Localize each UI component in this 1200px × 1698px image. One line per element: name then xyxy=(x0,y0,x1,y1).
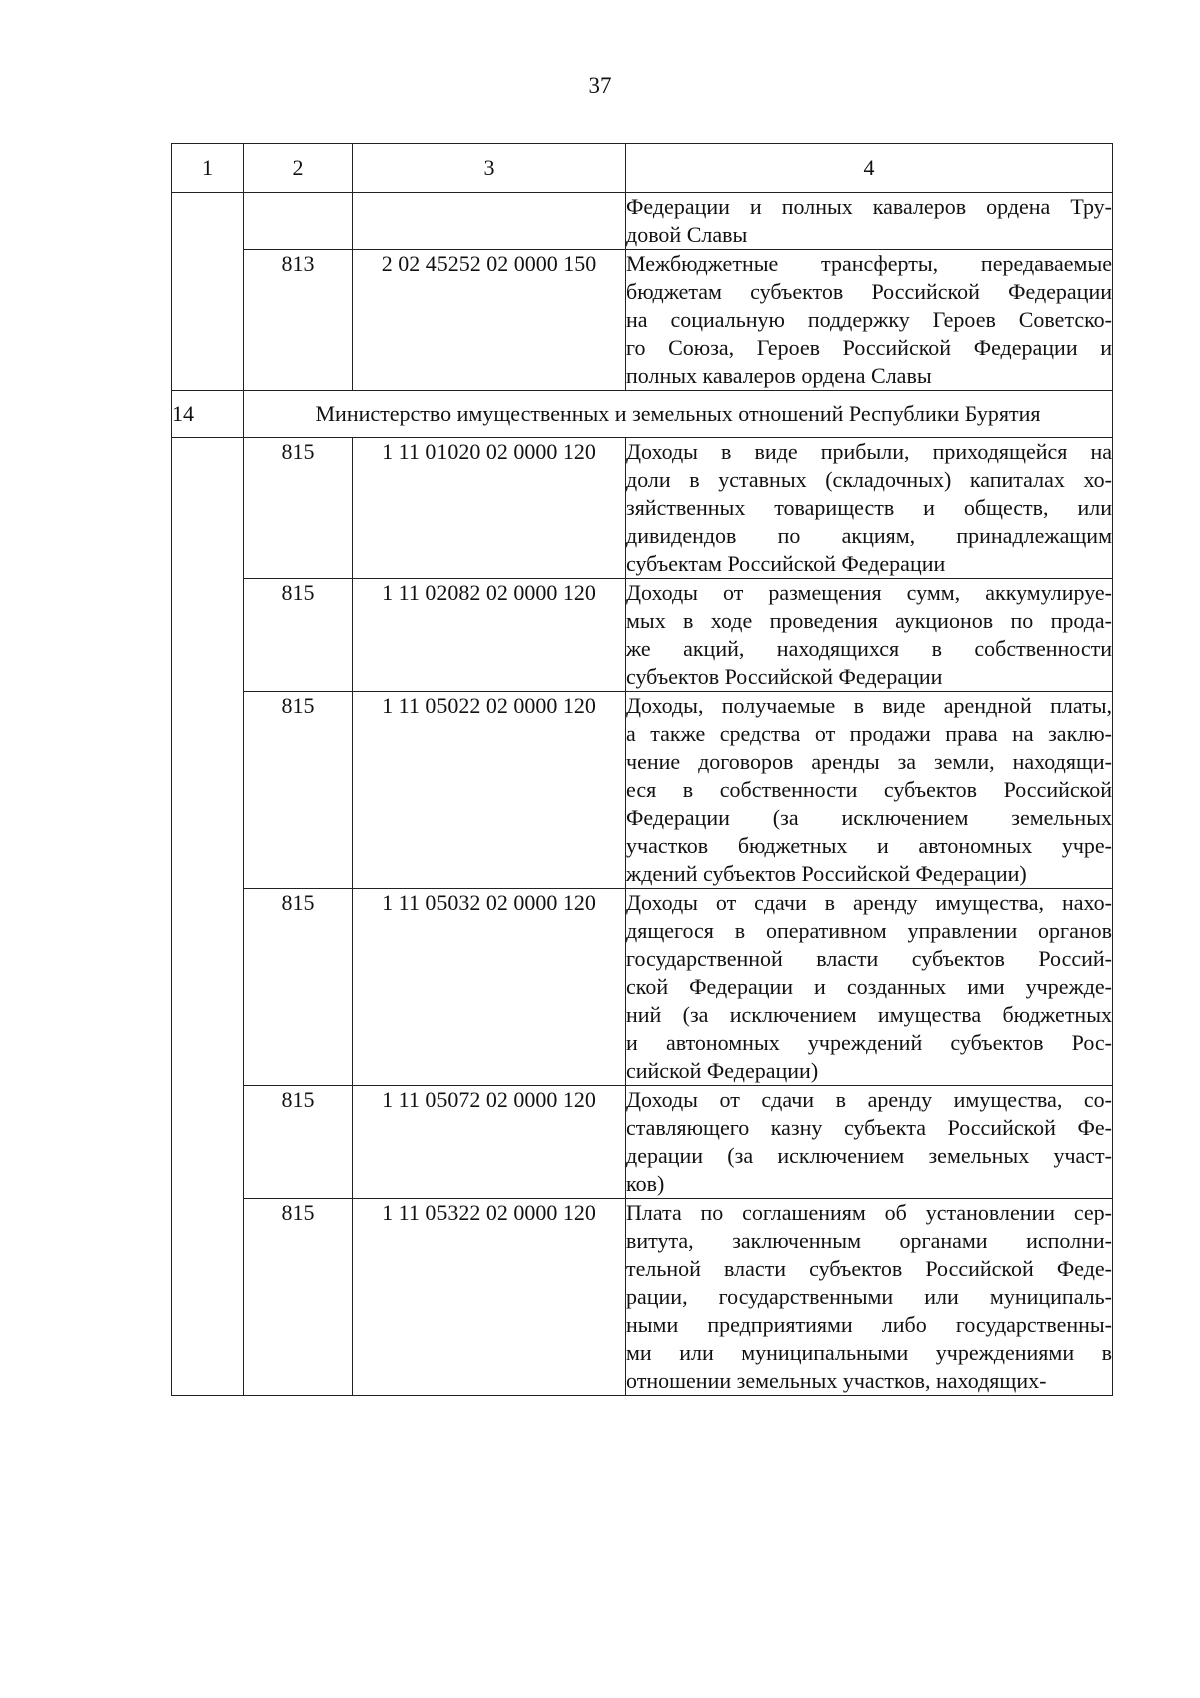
description-line: субъектов Российской Федерации xyxy=(626,664,943,689)
table-header-row xyxy=(172,144,1113,193)
description-line: чение договоров аренды за земли, находящи- xyxy=(626,749,1112,774)
table-row xyxy=(172,692,1113,889)
description-line: Федерации (за исключением земельных xyxy=(626,805,1112,830)
admin-code-cell xyxy=(244,193,353,250)
description-line: а также средства от продажи права на заклю- xyxy=(626,721,1112,746)
description-line: рации, государственными или муниципаль- xyxy=(626,1284,1112,1309)
section-title: Министерство имущественных и земельных отношений Республики Бурятия xyxy=(244,391,1113,438)
description-line: зяйственных товариществ и обществ, или xyxy=(626,495,1112,520)
description-line: Доходы от размещения сумм, аккумулируе- xyxy=(626,580,1112,605)
revenue-codes-table xyxy=(171,143,1113,1396)
table-body xyxy=(172,144,1113,1396)
admin-code-cell: 815 xyxy=(244,1086,353,1199)
description-line: дивидендов по акциям, принадлежащим xyxy=(626,523,1112,548)
description-line: государственной власти субъектов Россий- xyxy=(626,946,1112,971)
empty-cell xyxy=(172,438,244,1396)
description-line: Доходы, получаемые в виде арендной платы, xyxy=(626,693,1112,718)
admin-code-cell: 815 xyxy=(244,889,353,1086)
description-cell xyxy=(626,1086,1113,1199)
description-cell xyxy=(626,1199,1113,1396)
header-cell-2: 2 xyxy=(244,144,353,193)
description-line: Доходы от сдачи в аренду имущества, нахо- xyxy=(626,890,1112,915)
description-line: Федерации и полных кавалеров ордена Тру- xyxy=(626,194,1112,219)
budget-code-cell: 1 11 01020 02 0000 120 xyxy=(353,438,626,579)
description-line: довой Славы xyxy=(626,222,748,247)
section-row xyxy=(172,391,1113,438)
table-row xyxy=(172,889,1113,1086)
description-line: и автономных учреждений субъектов Рос- xyxy=(626,1030,1112,1055)
header-cell-1: 1 xyxy=(172,144,244,193)
description-line: ми или муниципальными учреждениями в xyxy=(626,1340,1112,1365)
description-line: ний (за исключением имущества бюджетных xyxy=(626,1002,1112,1027)
description-cell xyxy=(626,692,1113,889)
table-row xyxy=(172,193,1113,250)
description-line: полных кавалеров ордена Славы xyxy=(626,363,932,388)
description-line: ков) xyxy=(626,1171,665,1196)
admin-code-cell: 815 xyxy=(244,692,353,889)
section-number: 14 xyxy=(172,391,244,438)
description-line: бюджетам субъектов Российской Федерации xyxy=(626,279,1112,304)
description-line: Плата по соглашениям об установлении сер- xyxy=(626,1200,1112,1225)
budget-code-cell: 1 11 02082 02 0000 120 xyxy=(353,579,626,692)
description-line: ными предприятиями либо государственны- xyxy=(626,1312,1112,1337)
table-row xyxy=(172,1199,1113,1396)
description-line: дерации (за исключением земельных участ- xyxy=(626,1143,1112,1168)
table-row xyxy=(172,579,1113,692)
description-cell xyxy=(626,579,1113,692)
description-line: ской Федерации и созданных ими учрежде- xyxy=(626,974,1112,999)
description-line: ждений субъектов Российской Федерации) xyxy=(626,861,1027,886)
description-line: тельной власти субъектов Российской Феде- xyxy=(626,1256,1112,1281)
description-cell xyxy=(626,889,1113,1086)
budget-code-cell: 1 11 05032 02 0000 120 xyxy=(353,889,626,1086)
description-line: субъектам Российской Федерации xyxy=(626,551,946,576)
description-cell xyxy=(626,193,1113,250)
description-line: сийской Федерации) xyxy=(626,1058,819,1083)
description-line: ставляющего казну субъекта Российской Фе- xyxy=(626,1115,1112,1140)
description-line: дящегося в оперативном управлении органов xyxy=(626,918,1112,943)
description-line: витута, заключенным органами исполни- xyxy=(626,1228,1112,1253)
admin-code-cell: 815 xyxy=(244,438,353,579)
admin-code-cell: 815 xyxy=(244,1199,353,1396)
admin-code-cell: 815 xyxy=(244,579,353,692)
page-number: 37 xyxy=(588,73,612,98)
table-row xyxy=(172,250,1113,391)
admin-code-cell: 813 xyxy=(244,250,353,391)
description-line: еся в собственности субъектов Российской xyxy=(626,777,1112,802)
budget-code-cell: 1 11 05322 02 0000 120 xyxy=(353,1199,626,1396)
description-cell xyxy=(626,250,1113,391)
description-line: Доходы от сдачи в аренду имущества, со- xyxy=(626,1087,1112,1112)
description-line: участков бюджетных и автономных учре- xyxy=(626,833,1112,858)
description-line: Доходы в виде прибыли, приходящейся на xyxy=(626,439,1112,464)
description-line: отношении земельных участков, находящих- xyxy=(626,1368,1047,1393)
budget-code-cell: 1 11 05072 02 0000 120 xyxy=(353,1086,626,1199)
budget-code-cell: 2 02 45252 02 0000 150 xyxy=(353,250,626,391)
description-line: доли в уставных (складочных) капиталах хо- xyxy=(626,467,1112,492)
description-line: на социальную поддержку Героев Советско- xyxy=(626,307,1112,332)
header-cell-4: 4 xyxy=(626,144,1113,193)
budget-code-cell xyxy=(353,193,626,250)
budget-code-cell: 1 11 05022 02 0000 120 xyxy=(353,692,626,889)
table-row xyxy=(172,438,1113,579)
description-line: Межбюджетные трансферты, передаваемые xyxy=(626,251,1112,276)
description-line: мых в ходе проведения аукционов по прода- xyxy=(626,608,1112,633)
description-cell xyxy=(626,438,1113,579)
empty-cell xyxy=(172,193,244,391)
header-cell-3: 3 xyxy=(353,144,626,193)
table-row xyxy=(172,1086,1113,1199)
description-line: го Союза, Героев Российской Федерации и xyxy=(626,335,1112,360)
description-line: же акций, находящихся в собственности xyxy=(626,636,1112,661)
